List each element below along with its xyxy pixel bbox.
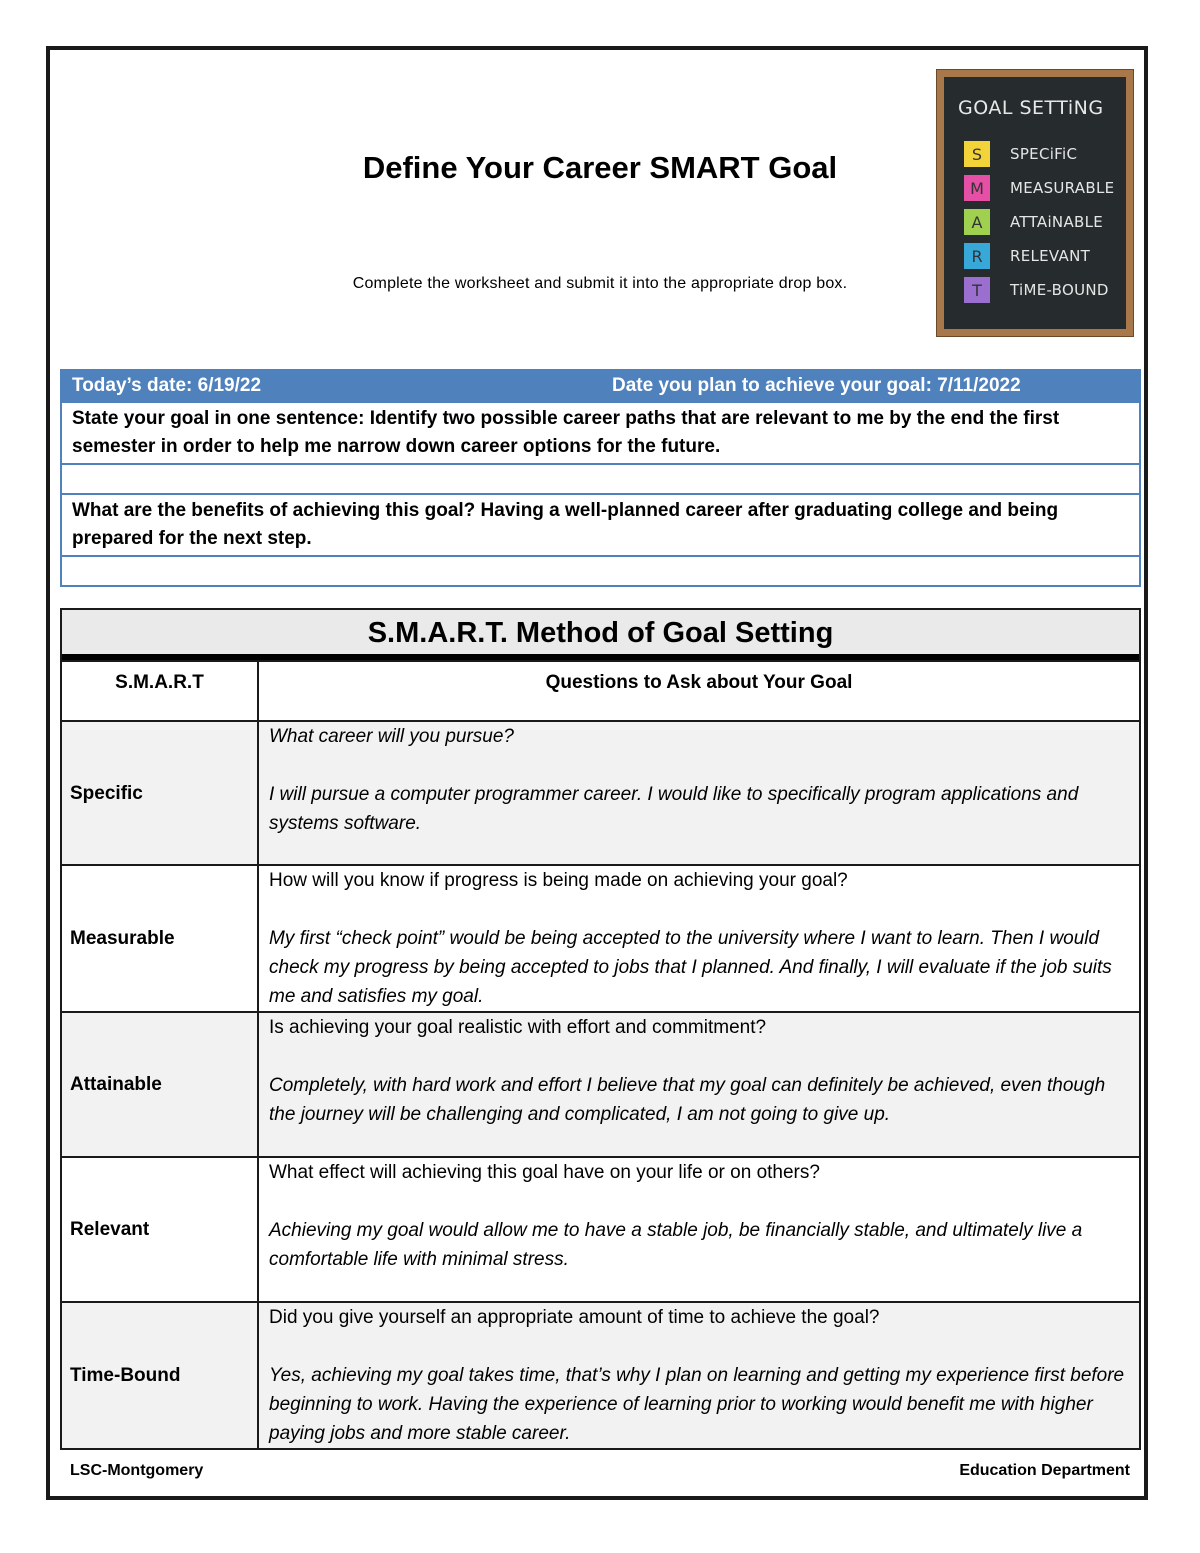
table-row <box>62 1302 1139 1448</box>
chalkboard-row-r <box>964 243 1090 269</box>
chalkboard-word-relevant: RELEVANT <box>1010 247 1091 265</box>
todays-date: Today’s date: 6/19/22 <box>72 375 262 396</box>
criterion-label: Time-Bound <box>62 1302 258 1448</box>
chalkboard-word-attainable: ATTAiNABLE <box>1010 213 1104 231</box>
goal-setting-chalkboard-image <box>936 69 1134 337</box>
goal-statement: State your goal in one sentence: Identify two possible career paths that are relevant to me by the end the first semester in order to help me narrow down career options for the future. <box>62 401 1139 463</box>
smart-table-title: S.M.A.R.T. Method of Goal Setting <box>62 610 1139 660</box>
table-row <box>62 1012 1139 1157</box>
criterion-question: What career will you pursue? <box>269 726 514 747</box>
criterion-content <box>258 865 1139 1012</box>
criterion-content <box>258 721 1139 865</box>
sticky-note-a: A <box>964 209 990 235</box>
sticky-note-r: R <box>964 243 990 269</box>
smart-method-table <box>60 608 1141 1450</box>
chalkboard-row-a <box>964 209 1103 235</box>
table-header-row <box>62 661 1139 721</box>
criterion-label: Relevant <box>62 1157 258 1302</box>
chalkboard-word-time-bound: TiME-BOUND <box>1010 281 1109 299</box>
sticky-note-t: T <box>964 277 990 303</box>
goal-benefits: What are the benefits of achieving this goal? Having a well-planned career after graduating college and being prepared for the next step. <box>62 493 1139 555</box>
goal-info-table <box>60 369 1141 587</box>
criterion-label: Attainable <box>62 1012 258 1157</box>
criterion-question: Did you give yourself an appropriate amount of time to achieve the goal? <box>269 1307 880 1328</box>
chalkboard-surface <box>944 77 1126 329</box>
column-header-questions: Questions to Ask about Your Goal <box>258 661 1139 721</box>
criterion-question: What effect will achieving this goal have on your life or on others? <box>269 1162 820 1183</box>
chalkboard-row-s <box>964 141 1077 167</box>
chalkboard-title: GOAL SETTiNG <box>958 97 1104 119</box>
criterion-label: Specific <box>62 721 258 865</box>
criterion-question: How will you know if progress is being made on achieving your goal? <box>269 870 848 891</box>
blank-row <box>62 555 1139 585</box>
chalkboard-word-specific: SPECiFiC <box>1010 145 1078 163</box>
criterion-answer: Achieving my goal would allow me to have a stable job, be financially stable, and ultimately live a comfortable life with minimal stress. <box>269 1220 1083 1270</box>
footer-department: Education Department <box>959 1462 1130 1479</box>
chalkboard-row-m <box>964 175 1114 201</box>
chalkboard-word-measurable: MEASURABLE <box>1010 179 1115 197</box>
sticky-note-s: S <box>964 141 990 167</box>
table-row <box>62 865 1139 1012</box>
plan-date: Date you plan to achieve your goal: 7/11/2022 <box>612 375 1021 396</box>
chalkboard-row-t <box>964 277 1109 303</box>
sticky-note-m: M <box>964 175 990 201</box>
footer-institution: LSC-Montgomery <box>70 1462 204 1479</box>
criterion-answer: Yes, achieving my goal takes time, that’s why I plan on learning and getting my experience first before beginning to work. Having the experience of learning prior to working would benefit me with higher paying jobs and more stable career. <box>269 1365 1125 1444</box>
criterion-answer: Completely, with hard work and effort I believe that my goal can definitely be achieved, even though the journey will be challenging and complicated, I am not going to give up. <box>269 1075 1106 1125</box>
criterion-content <box>258 1012 1139 1157</box>
criterion-content <box>258 1157 1139 1302</box>
table-row <box>62 1157 1139 1302</box>
blank-row <box>62 463 1139 493</box>
page-title: Define Your Career SMART Goal <box>362 150 838 185</box>
dates-header-row <box>62 371 1139 401</box>
criterion-answer: My first “check point” would be being accepted to the university where I want to learn. Then I would check my progress by being accepted to jobs that I planned. And finally, I will evaluate if the job suits me and satisfies my goal. <box>269 928 1112 1007</box>
page-subtitle: Complete the worksheet and submit it into the appropriate drop box. <box>352 275 848 292</box>
table-row <box>62 721 1139 865</box>
criterion-question: Is achieving your goal realistic with effort and commitment? <box>269 1017 767 1038</box>
criterion-content <box>258 1302 1139 1448</box>
column-header-smart: S.M.A.R.T <box>62 661 258 721</box>
criterion-answer: I will pursue a computer programmer career. I would like to specifically program applications and systems software. <box>269 784 1079 834</box>
criterion-label: Measurable <box>62 865 258 1012</box>
